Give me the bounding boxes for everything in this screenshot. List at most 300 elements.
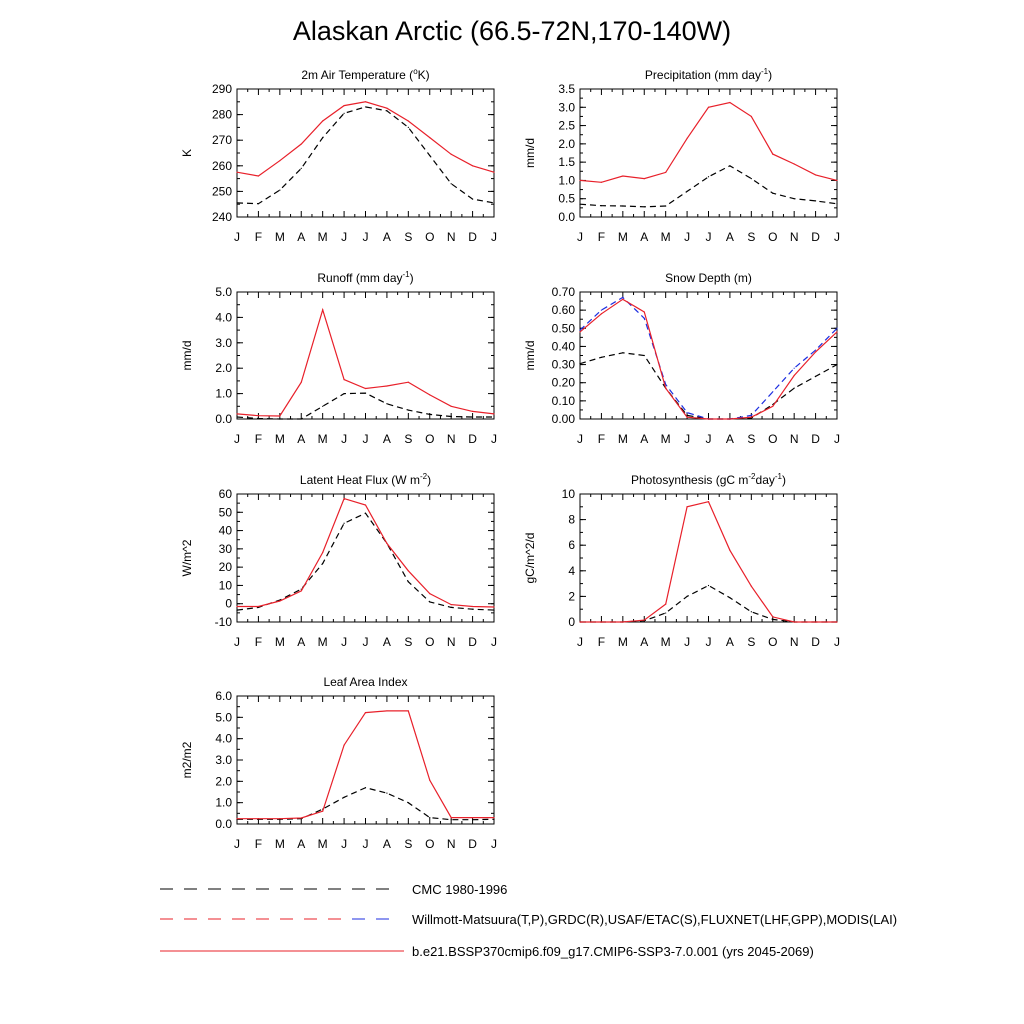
data-point [322, 309, 323, 310]
data-point [451, 416, 452, 417]
data-point [708, 501, 709, 502]
data-point [601, 310, 602, 311]
data-point [472, 817, 473, 818]
data-point [751, 116, 752, 117]
data-point [493, 819, 494, 820]
y-tick-label: 0.50 [551, 321, 575, 336]
data-point [301, 418, 302, 419]
x-tick-label: S [747, 635, 756, 649]
x-tick-label: N [789, 635, 799, 649]
x-tick-label: J [491, 230, 497, 244]
data-point [472, 819, 473, 820]
data-point [601, 313, 602, 314]
y-tick-label: 40 [218, 523, 232, 538]
x-tick-label: O [425, 635, 435, 649]
page-title: Alaskan Arctic (66.5-72N,170-140W) [292, 16, 732, 46]
data-point [279, 190, 280, 191]
chart-panel-1 [180, 67, 497, 244]
y-tick-label: 0.70 [551, 285, 575, 299]
x-tick-label: F [254, 432, 263, 446]
data-point [386, 385, 387, 386]
x-tick-label: J [362, 230, 369, 244]
y-tick-label: 270 [211, 133, 232, 148]
data-point [322, 120, 323, 121]
x-tick-label: A [725, 432, 734, 446]
x-tick-label: F [597, 230, 606, 244]
x-tick-label: J [341, 635, 348, 649]
series-line-1 [237, 513, 494, 610]
x-tick-label: A [297, 635, 306, 649]
chart-panel-5 [180, 472, 497, 649]
x-tick-label: J [577, 635, 583, 649]
y-tick-label: 8 [568, 512, 575, 527]
x-tick-label: A [382, 432, 391, 446]
data-point [236, 610, 237, 611]
x-tick-label: J [491, 432, 497, 446]
y-tick-label: 280 [211, 107, 232, 122]
data-point [365, 392, 366, 393]
x-tick-label: O [768, 635, 778, 649]
data-point [343, 523, 344, 524]
x-tick-label: M [660, 432, 671, 446]
data-point [751, 178, 752, 179]
data-point [836, 621, 837, 622]
x-tick-label: F [597, 635, 606, 649]
data-point [429, 780, 430, 781]
data-point [665, 388, 666, 389]
data-point [236, 413, 237, 414]
y-tick-label: 50 [218, 505, 232, 520]
data-point [343, 393, 344, 394]
series-line-2 [237, 711, 494, 819]
data-point [322, 552, 323, 553]
data-point [451, 819, 452, 820]
data-point [772, 193, 773, 194]
chart-title: Photosynthesis (gC $m^{-2}day^{-1}$) [631, 472, 786, 487]
x-tick-label: F [254, 837, 263, 851]
x-tick-label: M [274, 230, 285, 244]
x-tick-label: F [597, 432, 606, 446]
data-point [429, 394, 430, 395]
chart-panel-2 [523, 67, 840, 244]
data-point [815, 376, 816, 377]
data-point [493, 413, 494, 414]
data-point [729, 165, 730, 166]
data-point [601, 357, 602, 358]
chart-panel-7 [180, 675, 497, 851]
data-point [751, 586, 752, 587]
data-point [472, 165, 473, 166]
data-point [429, 601, 430, 602]
data-point [493, 606, 494, 607]
x-tick-label: M [274, 837, 285, 851]
series-line-2 [580, 297, 837, 419]
chart-panel-6 [523, 472, 840, 649]
x-tick-label: O [425, 230, 435, 244]
x-tick-label: D [468, 432, 477, 446]
legend-label: b.e21.BSSP370cmip6.f09_g17.CMIP6-SSP3-7.0.001 (yrs 2045-2069) [412, 944, 814, 959]
y-tick-label: 10 [218, 578, 232, 593]
y-tick-label: 3.5 [558, 82, 575, 96]
x-tick-label: S [747, 432, 756, 446]
x-tick-label: M [317, 837, 328, 851]
data-point [258, 418, 259, 419]
data-point [236, 818, 237, 819]
data-point [236, 606, 237, 607]
series-line-2 [580, 103, 837, 183]
legend-label: Willmott-Matsuura(T,P),GRDC(R),USAF/ETAC(S),FLUXNET(LHF,GPP),MODIS(LAI) [412, 912, 898, 927]
data-point [686, 191, 687, 192]
data-point [772, 619, 773, 620]
x-tick-label: S [404, 432, 413, 446]
y-tick-label: 6.0 [215, 689, 232, 703]
data-point [472, 606, 473, 607]
data-point [429, 593, 430, 594]
x-tick-label: O [768, 230, 778, 244]
y-tick-label: 0.0 [215, 817, 232, 831]
y-tick-label: 2.0 [558, 136, 575, 151]
data-point [708, 176, 709, 177]
data-point [365, 712, 366, 713]
y-tick-label: 290 [211, 82, 232, 96]
data-point [493, 817, 494, 818]
data-point [301, 168, 302, 169]
data-point [622, 352, 623, 353]
series-line-1 [237, 107, 494, 204]
data-point [258, 415, 259, 416]
data-point [386, 403, 387, 404]
data-point [579, 330, 580, 331]
x-tick-label: J [234, 635, 240, 649]
x-tick-label: S [747, 230, 756, 244]
chart-panel-4 [523, 271, 840, 446]
x-tick-label: D [468, 635, 477, 649]
data-point [279, 818, 280, 819]
x-tick-label: J [577, 230, 583, 244]
y-tick-label: 30 [218, 541, 232, 556]
x-tick-label: N [446, 837, 456, 851]
x-tick-label: J [341, 837, 348, 851]
data-point [322, 406, 323, 407]
data-point [644, 311, 645, 312]
y-tick-label: 1.0 [558, 173, 575, 188]
y-tick-label: 20 [218, 560, 232, 575]
data-point [408, 127, 409, 128]
series-line-2 [237, 310, 494, 416]
data-point [644, 355, 645, 356]
data-point [579, 204, 580, 205]
data-point [279, 160, 280, 161]
x-tick-label: J [684, 230, 691, 244]
data-point [408, 802, 409, 803]
data-point [772, 616, 773, 617]
data-point [301, 817, 302, 818]
x-tick-label: J [577, 432, 583, 446]
data-point [258, 175, 259, 176]
x-tick-label: D [811, 635, 820, 649]
x-tick-label: M [617, 432, 628, 446]
legend [160, 882, 897, 959]
y-tick-label: 0.5 [558, 191, 575, 206]
data-point [579, 180, 580, 181]
series-line-3 [580, 299, 837, 419]
data-point [365, 106, 366, 107]
data-point [794, 198, 795, 199]
y-tick-label: 240 [211, 210, 232, 224]
data-point [622, 621, 623, 622]
data-point [622, 297, 623, 298]
data-point [794, 368, 795, 369]
data-point [686, 596, 687, 597]
data-point [794, 621, 795, 622]
data-point [429, 414, 430, 415]
x-tick-label: O [425, 432, 435, 446]
data-point [408, 120, 409, 121]
x-tick-label: J [362, 837, 369, 851]
x-tick-label: A [640, 432, 649, 446]
data-point [836, 364, 837, 365]
x-tick-label: J [234, 432, 240, 446]
data-point [386, 110, 387, 111]
data-point [301, 590, 302, 591]
data-point [772, 391, 773, 392]
data-point [408, 410, 409, 411]
y-tick-label: 4 [568, 563, 575, 578]
y-tick-label: 5.0 [215, 285, 232, 299]
data-point [493, 416, 494, 417]
y-tick-label: 0.30 [551, 357, 575, 372]
y-tick-label: 5.0 [215, 710, 232, 725]
y-tick-label: 0 [225, 596, 232, 611]
data-point [386, 710, 387, 711]
data-point [729, 102, 730, 103]
y-axis-label: mm/d [523, 138, 537, 168]
y-tick-label: 4.0 [215, 731, 232, 746]
data-point [493, 610, 494, 611]
y-tick-label: 10 [561, 487, 575, 501]
plot-frame [580, 292, 837, 419]
x-tick-label: J [362, 635, 369, 649]
data-point [708, 585, 709, 586]
x-tick-label: S [404, 837, 413, 851]
data-point [408, 581, 409, 582]
x-tick-label: D [468, 837, 477, 851]
y-tick-label: 3.0 [215, 753, 232, 767]
x-tick-label: S [404, 230, 413, 244]
series-line-1 [580, 353, 837, 419]
data-point [772, 406, 773, 407]
data-point [622, 299, 623, 300]
y-tick-label: 2 [568, 589, 575, 604]
y-tick-label: 2.0 [215, 774, 232, 789]
x-tick-label: A [297, 230, 306, 244]
y-axis-label: K [180, 148, 194, 158]
data-point [451, 154, 452, 155]
data-point [472, 198, 473, 199]
x-tick-label: F [254, 230, 263, 244]
x-tick-label: A [640, 230, 649, 244]
chart-title: 2m Air Temperature ($^o$K) [301, 67, 430, 82]
data-point [794, 163, 795, 164]
x-tick-label: N [446, 635, 456, 649]
data-point [365, 504, 366, 505]
y-tick-label: 6 [568, 538, 575, 553]
data-point [429, 137, 430, 138]
y-tick-label: 250 [211, 184, 232, 199]
x-tick-label: J [705, 635, 712, 649]
data-point [451, 817, 452, 818]
plot-frame [237, 696, 494, 824]
data-point [429, 817, 430, 818]
data-point [815, 621, 816, 622]
data-point [365, 787, 366, 788]
data-point [472, 609, 473, 610]
data-point [322, 137, 323, 138]
x-tick-label: N [789, 432, 799, 446]
y-axis-label: W/m^2 [180, 539, 194, 577]
data-point [451, 607, 452, 608]
data-point [622, 175, 623, 176]
data-point [258, 203, 259, 204]
data-point [644, 206, 645, 207]
data-point [772, 153, 773, 154]
y-axis-label: gC/m^2/d [523, 532, 537, 584]
data-point [343, 797, 344, 798]
x-tick-label: A [297, 432, 306, 446]
x-tick-label: J [684, 635, 691, 649]
x-tick-label: M [617, 230, 628, 244]
data-point [343, 744, 344, 745]
data-point [343, 113, 344, 114]
data-point [579, 331, 580, 332]
data-point [365, 388, 366, 389]
data-point [343, 498, 344, 499]
data-point [579, 621, 580, 622]
y-tick-label: 2.5 [558, 118, 575, 133]
x-tick-label: J [234, 837, 240, 851]
data-point [665, 172, 666, 173]
data-point [451, 604, 452, 605]
x-tick-label: A [382, 837, 391, 851]
data-point [686, 138, 687, 139]
y-tick-label: 3.0 [558, 100, 575, 115]
data-point [279, 600, 280, 601]
x-tick-label: N [446, 230, 456, 244]
series-line-1 [237, 788, 494, 820]
x-tick-label: J [705, 230, 712, 244]
data-point [386, 792, 387, 793]
y-tick-label: 0.40 [551, 339, 575, 354]
chart-title: Runoff (mm day$^{-1}$) [317, 270, 414, 285]
data-point [322, 563, 323, 564]
data-point [794, 388, 795, 389]
series-line-1 [580, 166, 837, 207]
data-point [815, 174, 816, 175]
data-point [408, 382, 409, 383]
y-tick-label: 2.0 [215, 361, 232, 376]
data-point [622, 205, 623, 206]
y-tick-label: 3.0 [215, 335, 232, 350]
y-axis-label: mm/d [180, 340, 194, 371]
y-tick-label: 0.60 [551, 303, 575, 318]
data-point [729, 597, 730, 598]
data-point [579, 363, 580, 364]
x-tick-label: J [705, 432, 712, 446]
data-point [836, 328, 837, 329]
x-tick-label: D [811, 432, 820, 446]
x-tick-label: A [297, 837, 306, 851]
x-tick-label: J [684, 432, 691, 446]
data-point [301, 382, 302, 383]
data-point [301, 143, 302, 144]
data-point [686, 412, 687, 413]
x-tick-label: M [317, 432, 328, 446]
y-tick-label: -10 [214, 615, 232, 629]
chart-panel-3 [180, 270, 497, 446]
data-point [493, 202, 494, 203]
data-point [408, 570, 409, 571]
data-point [729, 550, 730, 551]
data-point [451, 183, 452, 184]
data-point [236, 172, 237, 173]
x-tick-label: A [640, 635, 649, 649]
data-point [836, 331, 837, 332]
data-point [644, 178, 645, 179]
y-tick-label: 0.0 [558, 210, 575, 224]
data-point [236, 416, 237, 417]
data-point [686, 417, 687, 418]
data-point [472, 411, 473, 412]
y-tick-label: 0 [568, 615, 575, 629]
x-tick-label: M [660, 230, 671, 244]
data-point [751, 415, 752, 416]
series-line-2 [580, 502, 837, 622]
data-point [644, 619, 645, 620]
data-point [429, 155, 430, 156]
data-point [815, 200, 816, 201]
data-point [708, 418, 709, 419]
data-point [665, 612, 666, 613]
plot-frame [580, 494, 837, 622]
data-point [815, 351, 816, 352]
chart-title: Snow Depth (m) [665, 271, 752, 285]
data-point [794, 375, 795, 376]
x-tick-label: O [425, 837, 435, 851]
y-tick-label: 0.10 [551, 393, 575, 408]
data-point [708, 107, 709, 108]
data-point [258, 606, 259, 607]
x-tick-label: N [446, 432, 456, 446]
y-tick-label: 0.00 [551, 412, 575, 426]
x-tick-label: N [789, 230, 799, 244]
data-point [322, 811, 323, 812]
y-tick-label: 0.0 [215, 412, 232, 426]
data-point [451, 406, 452, 407]
x-tick-label: J [834, 432, 840, 446]
data-point [236, 202, 237, 203]
data-point [665, 603, 666, 604]
x-tick-label: J [491, 635, 497, 649]
x-tick-label: M [317, 635, 328, 649]
data-point [665, 205, 666, 206]
plot-frame [237, 292, 494, 419]
x-tick-label: O [768, 432, 778, 446]
data-point [601, 621, 602, 622]
y-tick-label: 260 [211, 158, 232, 173]
x-tick-label: D [811, 230, 820, 244]
data-point [258, 818, 259, 819]
data-point [493, 172, 494, 173]
